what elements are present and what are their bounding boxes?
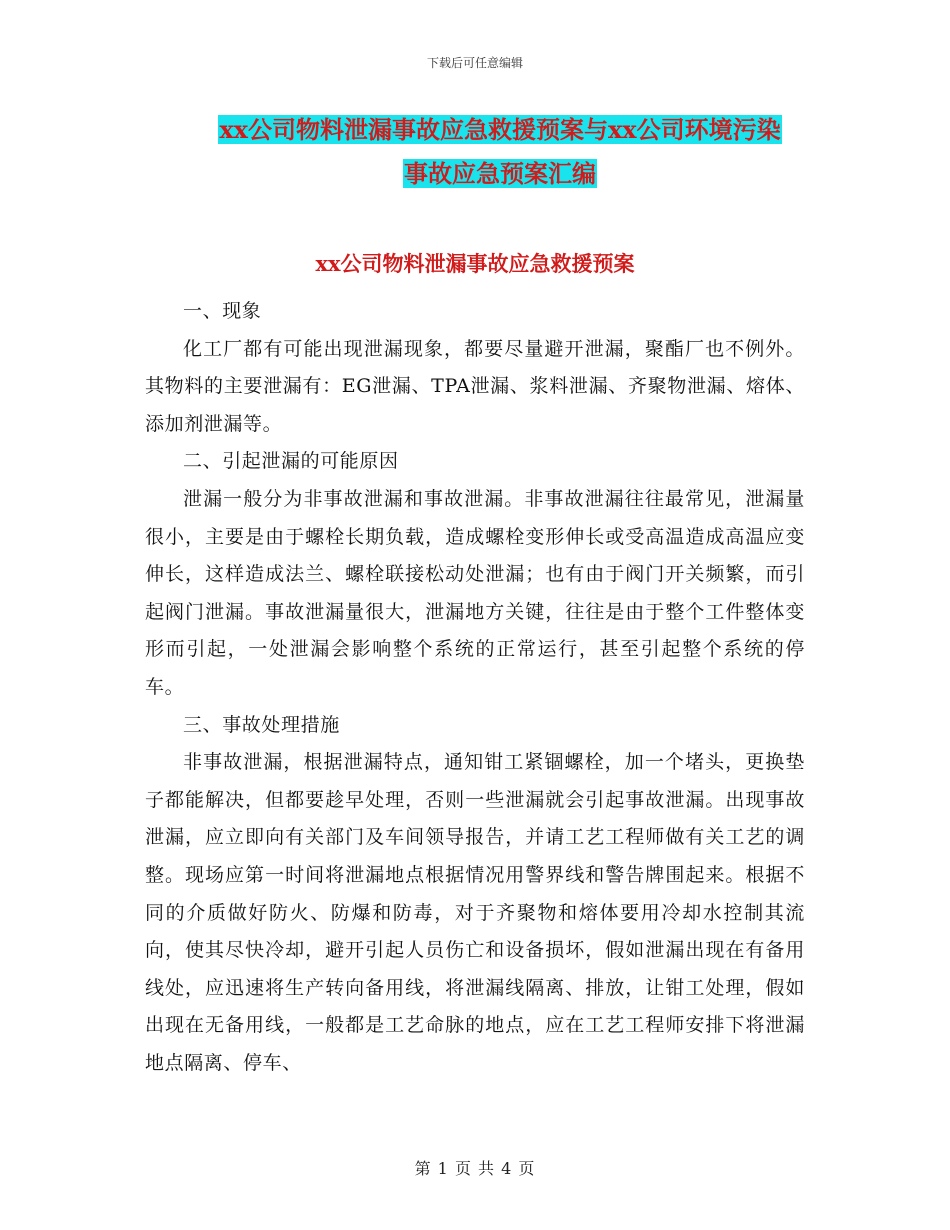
page-footer: 第 1 页 共 4 页 [414,1159,536,1178]
title-highlight-2: 事故应急预案汇编 [404,159,596,188]
document-title-line-1 [185,108,815,152]
paragraph-phenomenon: 化工厂都有可能出现泄漏现象，都要尽量避开泄漏，聚酯厂也不例外。其物料的主要泄漏有：EG泄漏、TPA泄漏、浆料泄漏、齐聚物泄漏、熔体、添加剂泄漏等。 [145,337,805,435]
title-highlight-1: xx公司物料泄漏事故应急救援预案与xx公司环境污染 [219,115,781,144]
section-title: xx公司物料泄漏事故应急救援预案 [315,251,635,276]
heading-phenomenon: 一、现象 [183,300,262,322]
heading-measures: 三、事故处理措施 [183,713,340,736]
page-header: 下载后可任意编辑 [426,56,523,70]
document-title-line-2 [185,152,815,196]
paragraph-measures: 非事故泄漏，根据泄漏特点，通知钳工紧锢螺栓，加一个堵头，更换垫子都能解决，但都要趁早处理，否则一些泄漏就会引起事故泄漏。出现事故泄漏，应立即向有关部门及车间领导报告，并请工艺工程师做有关工艺的调整。现场应第一时间将泄漏地点根据情况用警界线和警告牌围起来。根据不同的介质做好防火、防爆和防毒，对于齐聚物和熔体要用冷却水控制其流向，使其尽快冷却，避开引起人员伤亡和设备损坏，假如泄漏出现在有备用线处，应迅速将生产转向备用线，将泄漏线隔离、排放，让钳工处理，假如出现在无备用线，一般都是工艺命脉的地点，应在工艺工程师安排下将泄漏地点隔离、停车、 [145,751,805,1074]
heading-causes: 二、引起泄漏的可能原因 [183,450,399,473]
document-body [145,293,805,1082]
paragraph-causes: 泄漏一般分为非事故泄漏和事故泄漏。非事故泄漏往往最常见，泄漏量很小，主要是由于螺栓长期负载，造成螺栓变形伸长或受高温造成高温应变伸长，这样造成法兰、螺栓联接松动处泄漏；也有由于阀门开关频繁，而引起阀门泄漏。事故泄漏量很大，泄漏地方关键，往往是由于整个工件整体变形而引起，一处泄漏会影响整个系统的正常运行，甚至引起整个系统的停车。 [145,487,805,698]
